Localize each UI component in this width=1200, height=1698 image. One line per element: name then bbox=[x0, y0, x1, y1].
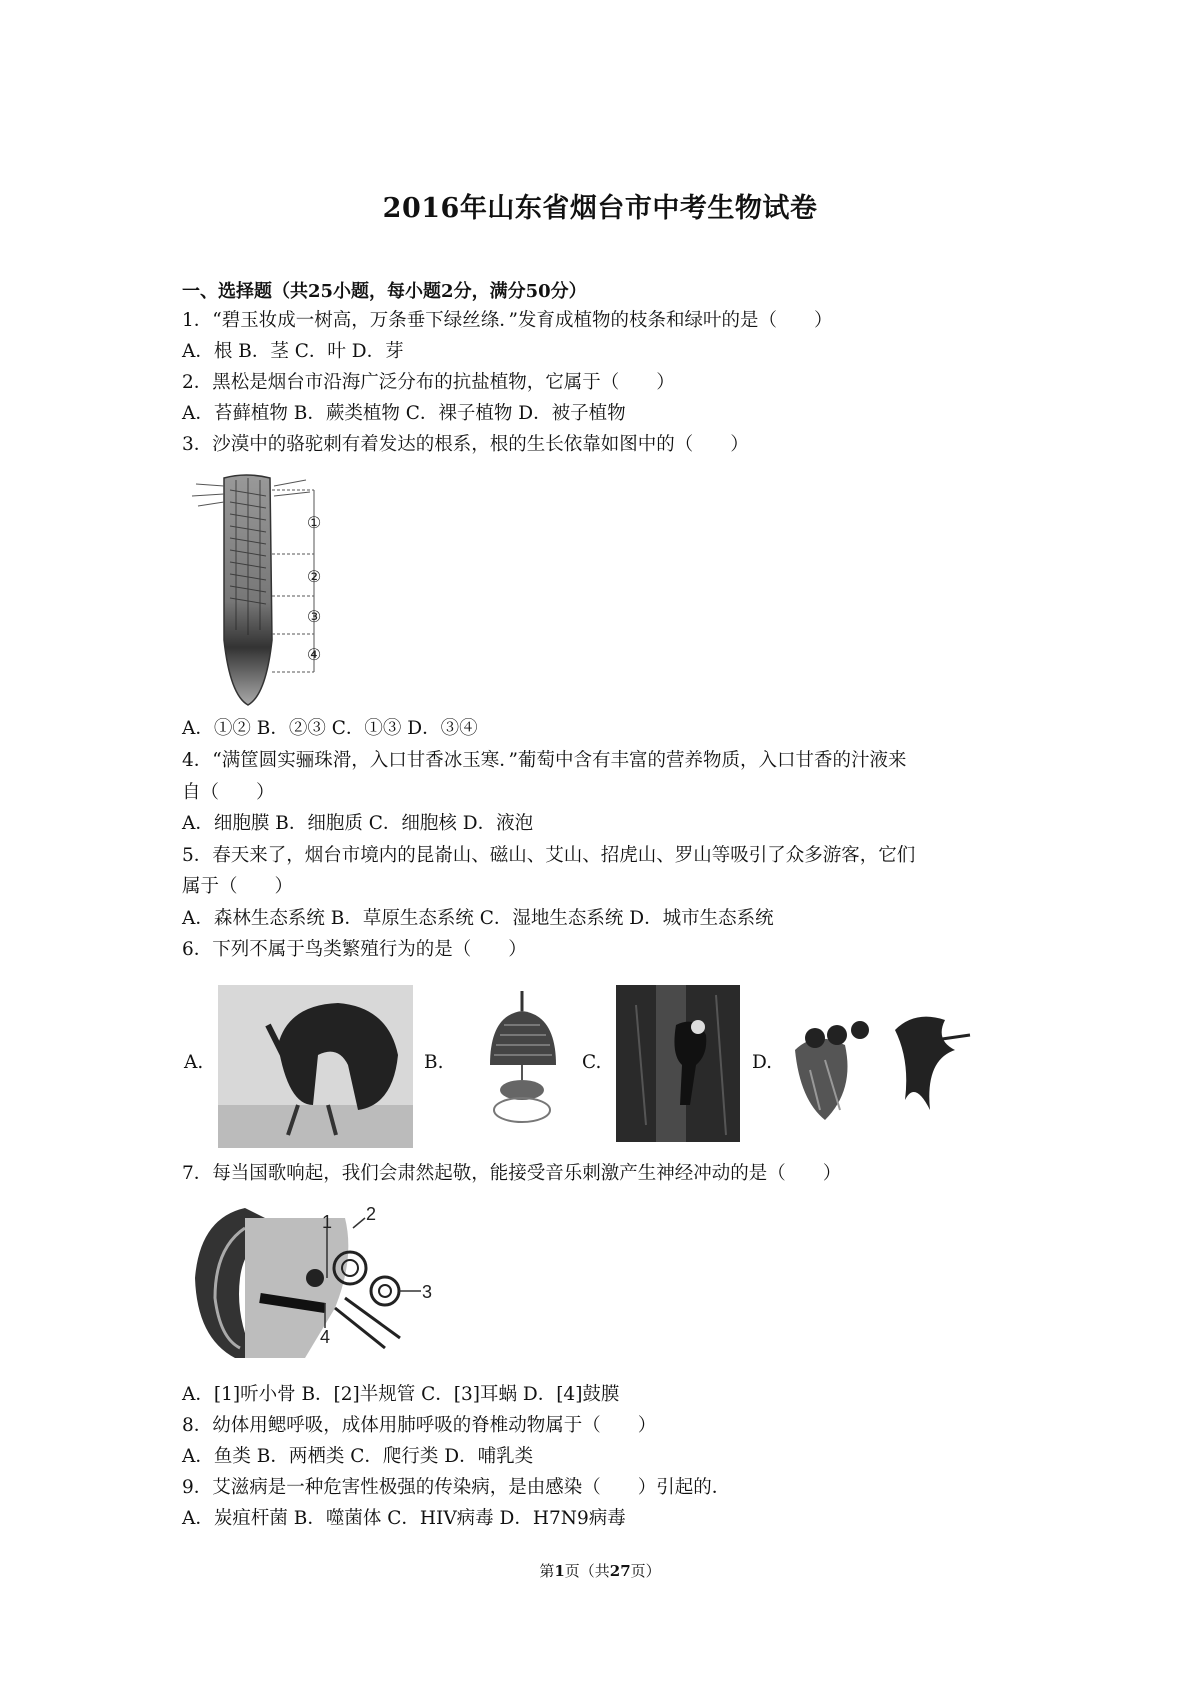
question-1-options: A．根 B．茎 C．叶 D．芽 bbox=[182, 341, 404, 362]
root-label-4: ④ bbox=[306, 645, 322, 664]
ear-label-1: 1 bbox=[322, 1212, 333, 1232]
root-label-3: ③ bbox=[306, 607, 322, 626]
section-heading: 一、选择题（共25小题，每小题2分，满分50分） bbox=[182, 281, 587, 302]
question-9-options: A．炭疽杆菌 B．噬菌体 C．HIV病毒 D．H7N9病毒 bbox=[182, 1508, 626, 1529]
q6-option-c-label: C. bbox=[582, 1052, 602, 1073]
question-5-options: A．森林生态系统 B．草原生态系统 C．湿地生态系统 D．城市生态系统 bbox=[182, 908, 774, 929]
q6-option-b-label: B. bbox=[424, 1052, 444, 1073]
page-title: 2016年山东省烟台市中考生物试卷 bbox=[382, 193, 818, 224]
question-4-line-2: 自（ ） bbox=[182, 782, 275, 803]
question-7: 7．每当国歌响起，我们会肃然起敬，能接受音乐刺激产生神经冲动的是（ ） bbox=[182, 1163, 842, 1184]
root-tip-figure bbox=[186, 470, 336, 710]
footer-prefix: 第 bbox=[539, 1562, 555, 1580]
footer-suffix: 页） bbox=[630, 1562, 661, 1580]
question-5-line-2: 属于（ ） bbox=[182, 876, 294, 897]
q6-option-d-label: D. bbox=[752, 1052, 773, 1073]
q6-option-b-image bbox=[470, 985, 575, 1135]
root-label-2: ② bbox=[306, 567, 322, 586]
ear-label-2: 2 bbox=[366, 1204, 377, 1224]
footer-total-pages: 27 bbox=[609, 1562, 631, 1580]
question-5-line-1: 5．春天来了，烟台市境内的昆嵛山、磁山、艾山、招虎山、罗山等吸引了众多游客，它们 bbox=[182, 845, 916, 866]
q6-option-a-image bbox=[218, 985, 413, 1148]
question-3-options: A．①② B．②③ C．①③ D．③④ bbox=[182, 718, 478, 739]
question-3: 3．沙漠中的骆驼刺有着发达的根系，根的生长依靠如图中的（ ） bbox=[182, 434, 749, 455]
footer-page-number: 1 bbox=[554, 1562, 565, 1580]
question-8: 8．幼体用鳃呼吸，成体用肺呼吸的脊椎动物属于（ ） bbox=[182, 1415, 657, 1436]
question-2: 2．黑松是烟台市沿海广泛分布的抗盐植物，它属于（ ） bbox=[182, 372, 675, 393]
page-footer bbox=[0, 1560, 1200, 1581]
question-4-line-1: 4．“满筐圆实骊珠滑，入口甘香冰玉寒．”葡萄中含有丰富的营养物质，入口甘香的汁液来 bbox=[182, 750, 907, 771]
q6-option-c-image bbox=[616, 985, 740, 1142]
question-8-options: A．鱼类 B．两栖类 C．爬行类 D．哺乳类 bbox=[182, 1446, 534, 1467]
question-2-options: A．苔藓植物 B．蕨类植物 C．裸子植物 D．被子植物 bbox=[182, 403, 626, 424]
q6-option-a-label: A. bbox=[184, 1052, 204, 1073]
q6-option-d-image bbox=[785, 990, 975, 1140]
ear-structure-figure bbox=[185, 1198, 435, 1363]
ear-label-3: 3 bbox=[422, 1282, 433, 1302]
question-7-options: A．[1]听小骨 B．[2]半规管 C．[3]耳蜗 D．[4]鼓膜 bbox=[182, 1384, 620, 1405]
root-label-1: ① bbox=[306, 513, 322, 532]
question-9: 9．艾滋病是一种危害性极强的传染病，是由感染（ ）引起的． bbox=[182, 1477, 731, 1498]
ear-label-4: 4 bbox=[320, 1327, 331, 1347]
question-1: 1．“碧玉妆成一树高，万条垂下绿丝绦．”发育成植物的枝条和绿叶的是（ ） bbox=[182, 310, 833, 331]
question-6: 6．下列不属于鸟类繁殖行为的是（ ） bbox=[182, 939, 527, 960]
footer-mid: 页（共 bbox=[564, 1562, 610, 1580]
question-4-options: A．细胞膜 B．细胞质 C．细胞核 D．液泡 bbox=[182, 813, 534, 834]
